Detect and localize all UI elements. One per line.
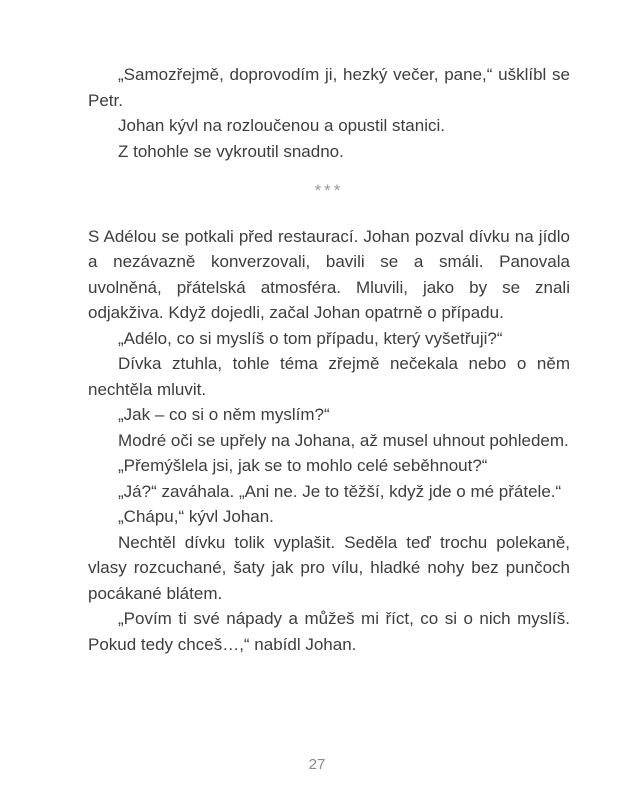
paragraph: „Já?“ zaváhala. „Ani ne. Je to těžší, když jde o mé přátele.“ [118, 481, 562, 501]
paragraph: Dívka ztuhla, tohle téma zřejmě nečekala nebo o něm nechtěla mluvit. [88, 354, 570, 399]
paragraph: Nechtěl dívku tolik vyplašit. Seděla teď trochu polekaně, vlasy rozcuchané, šaty jak pro vílu, hladké nohy bez punčoch pocákané blátem. [88, 532, 570, 603]
paragraph: Modré oči se upřely na Johana, až musel uhnout pohledem. [118, 430, 569, 450]
paragraph: Johan kývl na rozloučenou a opustil stanici. [118, 116, 445, 135]
paragraph: „Povím ti své nápady a můžeš mi říct, co si o nich myslíš. Pokud tedy chceš…,“ nabídl Johan. [88, 609, 570, 654]
paragraph: „Samozřejmě, doprovodím ji, hezký večer, pane,“ ušklíbl se Petr. [88, 65, 570, 110]
paragraph: Z tohohle se vykroutil snadno. [118, 141, 344, 161]
paragraph: „Přemýšlela jsi, jak se to mohlo celé seběhnout?“ [118, 456, 488, 475]
section-separator: *** [314, 181, 344, 200]
page-number: 27 [308, 756, 326, 773]
paragraph: S Adélou se potkali před restaurací. Johan pozval dívku na jídlo a nezávazně konverzovali, bavili se a smáli. Panovala uvolněná, přátelská atmosféra. Mluvili, jako by se znali odjakživa. Když dojedli, začal Johan opatrně o případu. [88, 226, 570, 322]
paragraph: „Jak – co si o něm myslím?“ [118, 405, 330, 424]
paragraph: „Chápu,“ kývl Johan. [118, 507, 274, 526]
paragraph: „Adélo, co si myslíš o tom případu, který vyšetřuji?“ [118, 328, 503, 348]
